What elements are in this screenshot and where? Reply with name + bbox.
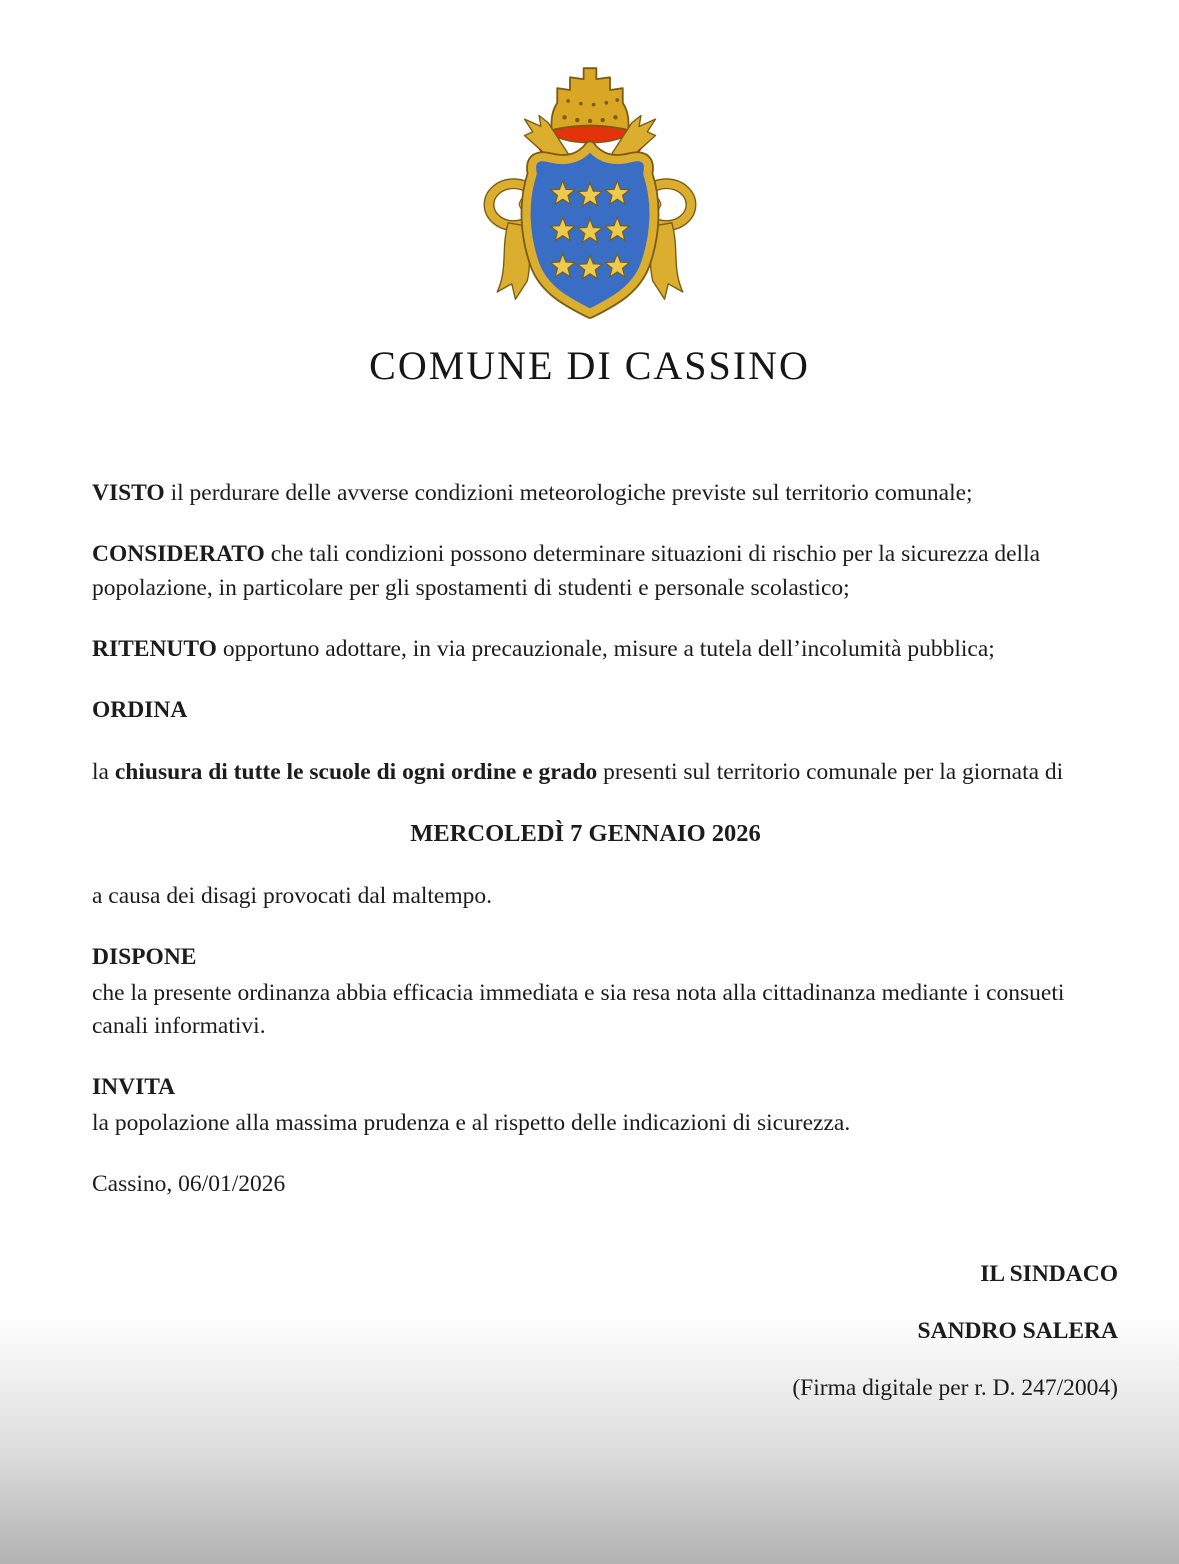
recital-visto	[92, 477, 1079, 510]
dispone-heading: DISPONE	[92, 944, 197, 971]
recital-visto-text: il perdurare delle avverse condizioni meteorologiche previste sul territorio comunale;	[164, 480, 973, 506]
ordina-body-bold: chiusura di tutte le scuole di ogni ordine e grado	[114, 758, 598, 785]
invita-heading: INVITA	[92, 1074, 176, 1101]
shield-stars	[550, 181, 629, 279]
signature-block	[92, 1259, 1118, 1403]
recital-considerato	[92, 538, 1079, 605]
recital-ritenuto	[92, 633, 1079, 666]
invita-body: la popolazione alla massima prudenza e al rispetto delle indicazioni di sicurezza.	[92, 1109, 851, 1136]
ordina-body	[92, 756, 1079, 789]
ordina-reason: a causa dei disagi provocati dal maltempo.	[92, 882, 493, 909]
ordina-heading: ORDINA	[92, 697, 188, 724]
place-date: Cassino, 06/01/2026	[92, 1171, 286, 1198]
ordina-body-prefix: la	[92, 758, 115, 785]
cassino-coat-of-arms-icon	[455, 50, 725, 332]
recital-ritenuto-lead: RITENUTO	[92, 636, 217, 663]
page-title: COMUNE DI CASSINO	[369, 343, 810, 388]
ordina-body-suffix: presenti sul territorio comunale per la giornata di	[597, 758, 1064, 785]
dispone-body: che la presente ordinanza abbia efficacia immediata e sia resa nota alla cittadinanza mediante i consueti canali informativi.	[92, 979, 1065, 1040]
signature-note: (Firma digitale per r. D. 247/2004)	[792, 1374, 1118, 1401]
closure-date: MERCOLEDÌ 7 GENNAIO 2026	[410, 820, 761, 848]
crest-container	[0, 0, 1179, 332]
signature-role: IL SINDACO	[980, 1261, 1118, 1288]
signature-name: SANDRO SALERA	[917, 1318, 1118, 1344]
recital-considerato-text: che tali condizioni possono determinare situazioni di rischio per la sicurezza della popolazione, in particolare per gli spostamenti di studenti e personale scolastico;	[92, 541, 1041, 601]
recital-ritenuto-text: opportuno adottare, in via precauzionale, misure a tutela dell’incolumità pubblica;	[216, 636, 995, 663]
recital-visto-lead: VISTO	[92, 480, 165, 506]
ordinance-body	[0, 477, 1179, 1403]
recital-considerato-lead: CONSIDERATO	[92, 541, 265, 568]
